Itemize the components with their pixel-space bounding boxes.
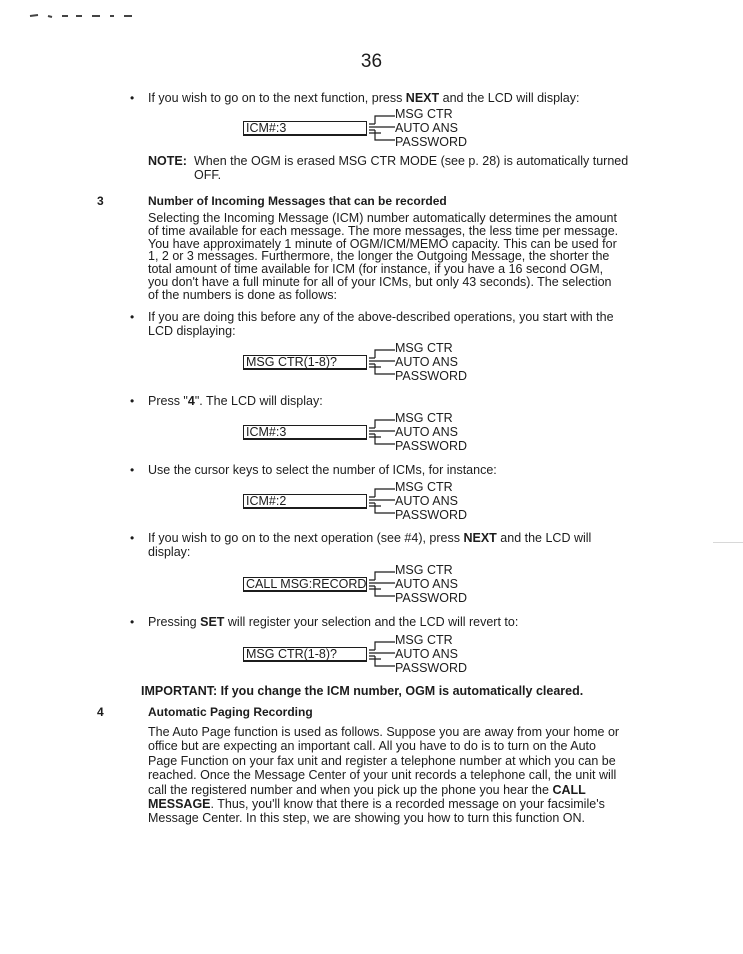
lcd-screen-text: MSG CTR(1-8)?	[243, 647, 367, 662]
menu-bracket-icon	[367, 348, 397, 384]
menu-bracket-icon	[367, 570, 397, 606]
intro-paragraph: If you wish to go on to the next function, press NEXT and the LCD will display:	[148, 91, 580, 105]
important-warning: IMPORTANT: If you change the ICM number, OGM is automatically cleared.	[141, 684, 584, 698]
menu-option-msg-ctr: MSG CTR	[395, 480, 453, 494]
section-title: Automatic Paging Recording	[148, 705, 313, 719]
section-body: The Auto Page function is used as follows. Suppose you are away from your home or office but are expecting an important call. All you have to do is to turn on the Auto Page Function on your fax unit and register a telephone number at which you can be reached. Once the Message Center of your unit records a telephone call, the unit will call the registered number and when you pick up the phone you hear the CALL MESSAGE. Thus, you'll know that there is a recorded message on your facsimile's Message Center. In this step, we are showing you how to turn this function ON.	[148, 725, 620, 826]
note-label: NOTE:	[148, 154, 187, 168]
lcd-screen-text: CALL MSG:RECORD	[243, 577, 367, 592]
lcd-screen-text: ICM#:2	[243, 494, 367, 509]
bullet-point: •	[130, 531, 135, 545]
menu-option-auto-ans: AUTO ANS	[395, 425, 458, 439]
menu-option-msg-ctr: MSG CTR	[395, 563, 453, 577]
menu-option-password: PASSWORD	[395, 369, 467, 383]
menu-option-msg-ctr: MSG CTR	[395, 107, 453, 121]
lcd-screen-text: MSG CTR(1-8)?	[243, 355, 367, 370]
instruction-text: Pressing SET will register your selection and the LCD will revert to:	[148, 615, 519, 629]
menu-option-auto-ans: AUTO ANS	[395, 121, 458, 135]
menu-bracket-icon	[367, 640, 397, 676]
instruction-text: If you wish to go on to the next operation (see #4), press NEXT and the LCD will display:	[148, 531, 592, 559]
note-text: When the OGM is erased MSG CTR MODE (see p. 28) is automatically turned OFF.	[194, 154, 629, 182]
bullet-point: •	[130, 394, 135, 408]
menu-option-auto-ans: AUTO ANS	[395, 577, 458, 591]
bullet-point: •	[130, 615, 135, 629]
menu-option-msg-ctr: MSG CTR	[395, 411, 453, 425]
menu-option-password: PASSWORD	[395, 439, 467, 453]
margin-rule	[713, 542, 743, 543]
section-number: 3	[97, 194, 104, 208]
scan-artifact-marks	[28, 11, 178, 19]
lcd-screen-text: ICM#:3	[243, 121, 367, 136]
menu-option-password: PASSWORD	[395, 135, 467, 149]
menu-bracket-icon	[367, 487, 397, 523]
menu-option-auto-ans: AUTO ANS	[395, 494, 458, 508]
page-number: 36	[360, 51, 383, 72]
bullet-point: •	[130, 310, 135, 324]
instruction-text: Press "4". The LCD will display:	[148, 394, 323, 408]
menu-option-msg-ctr: MSG CTR	[395, 633, 453, 647]
section-number: 4	[97, 705, 104, 719]
menu-bracket-icon	[367, 418, 397, 454]
section-title: Number of Incoming Messages that can be recorded	[148, 194, 447, 208]
menu-option-auto-ans: AUTO ANS	[395, 355, 458, 369]
menu-option-msg-ctr: MSG CTR	[395, 341, 453, 355]
menu-option-auto-ans: AUTO ANS	[395, 647, 458, 661]
menu-option-password: PASSWORD	[395, 661, 467, 675]
menu-bracket-icon	[367, 114, 397, 150]
menu-option-password: PASSWORD	[395, 508, 467, 522]
bullet-point: •	[130, 91, 135, 105]
instruction-text: If you are doing this before any of the above-described operations, you start with the LCD displaying:	[148, 310, 614, 338]
menu-option-password: PASSWORD	[395, 591, 467, 605]
instruction-text: Use the cursor keys to select the number of ICMs, for instance:	[148, 463, 497, 477]
section-body: Selecting the Incoming Message (ICM) number automatically determines the amount of time available for each message. The more messages, the less time per message. You have approximately 1 minute of OGM/ICM/MEMO capacity. This can be used for 1, 2 or 3 messages. Furthermore, the longer the Outgoing Message, the shorter the total amount of time available for ICM (for instance, if you have a 16 second OGM, you don't have a full minute for all of your ICMs, but only 43 seconds). The selection of the numbers is done as follows:	[148, 211, 619, 302]
bullet-point: •	[130, 463, 135, 477]
lcd-screen-text: ICM#:3	[243, 425, 367, 440]
